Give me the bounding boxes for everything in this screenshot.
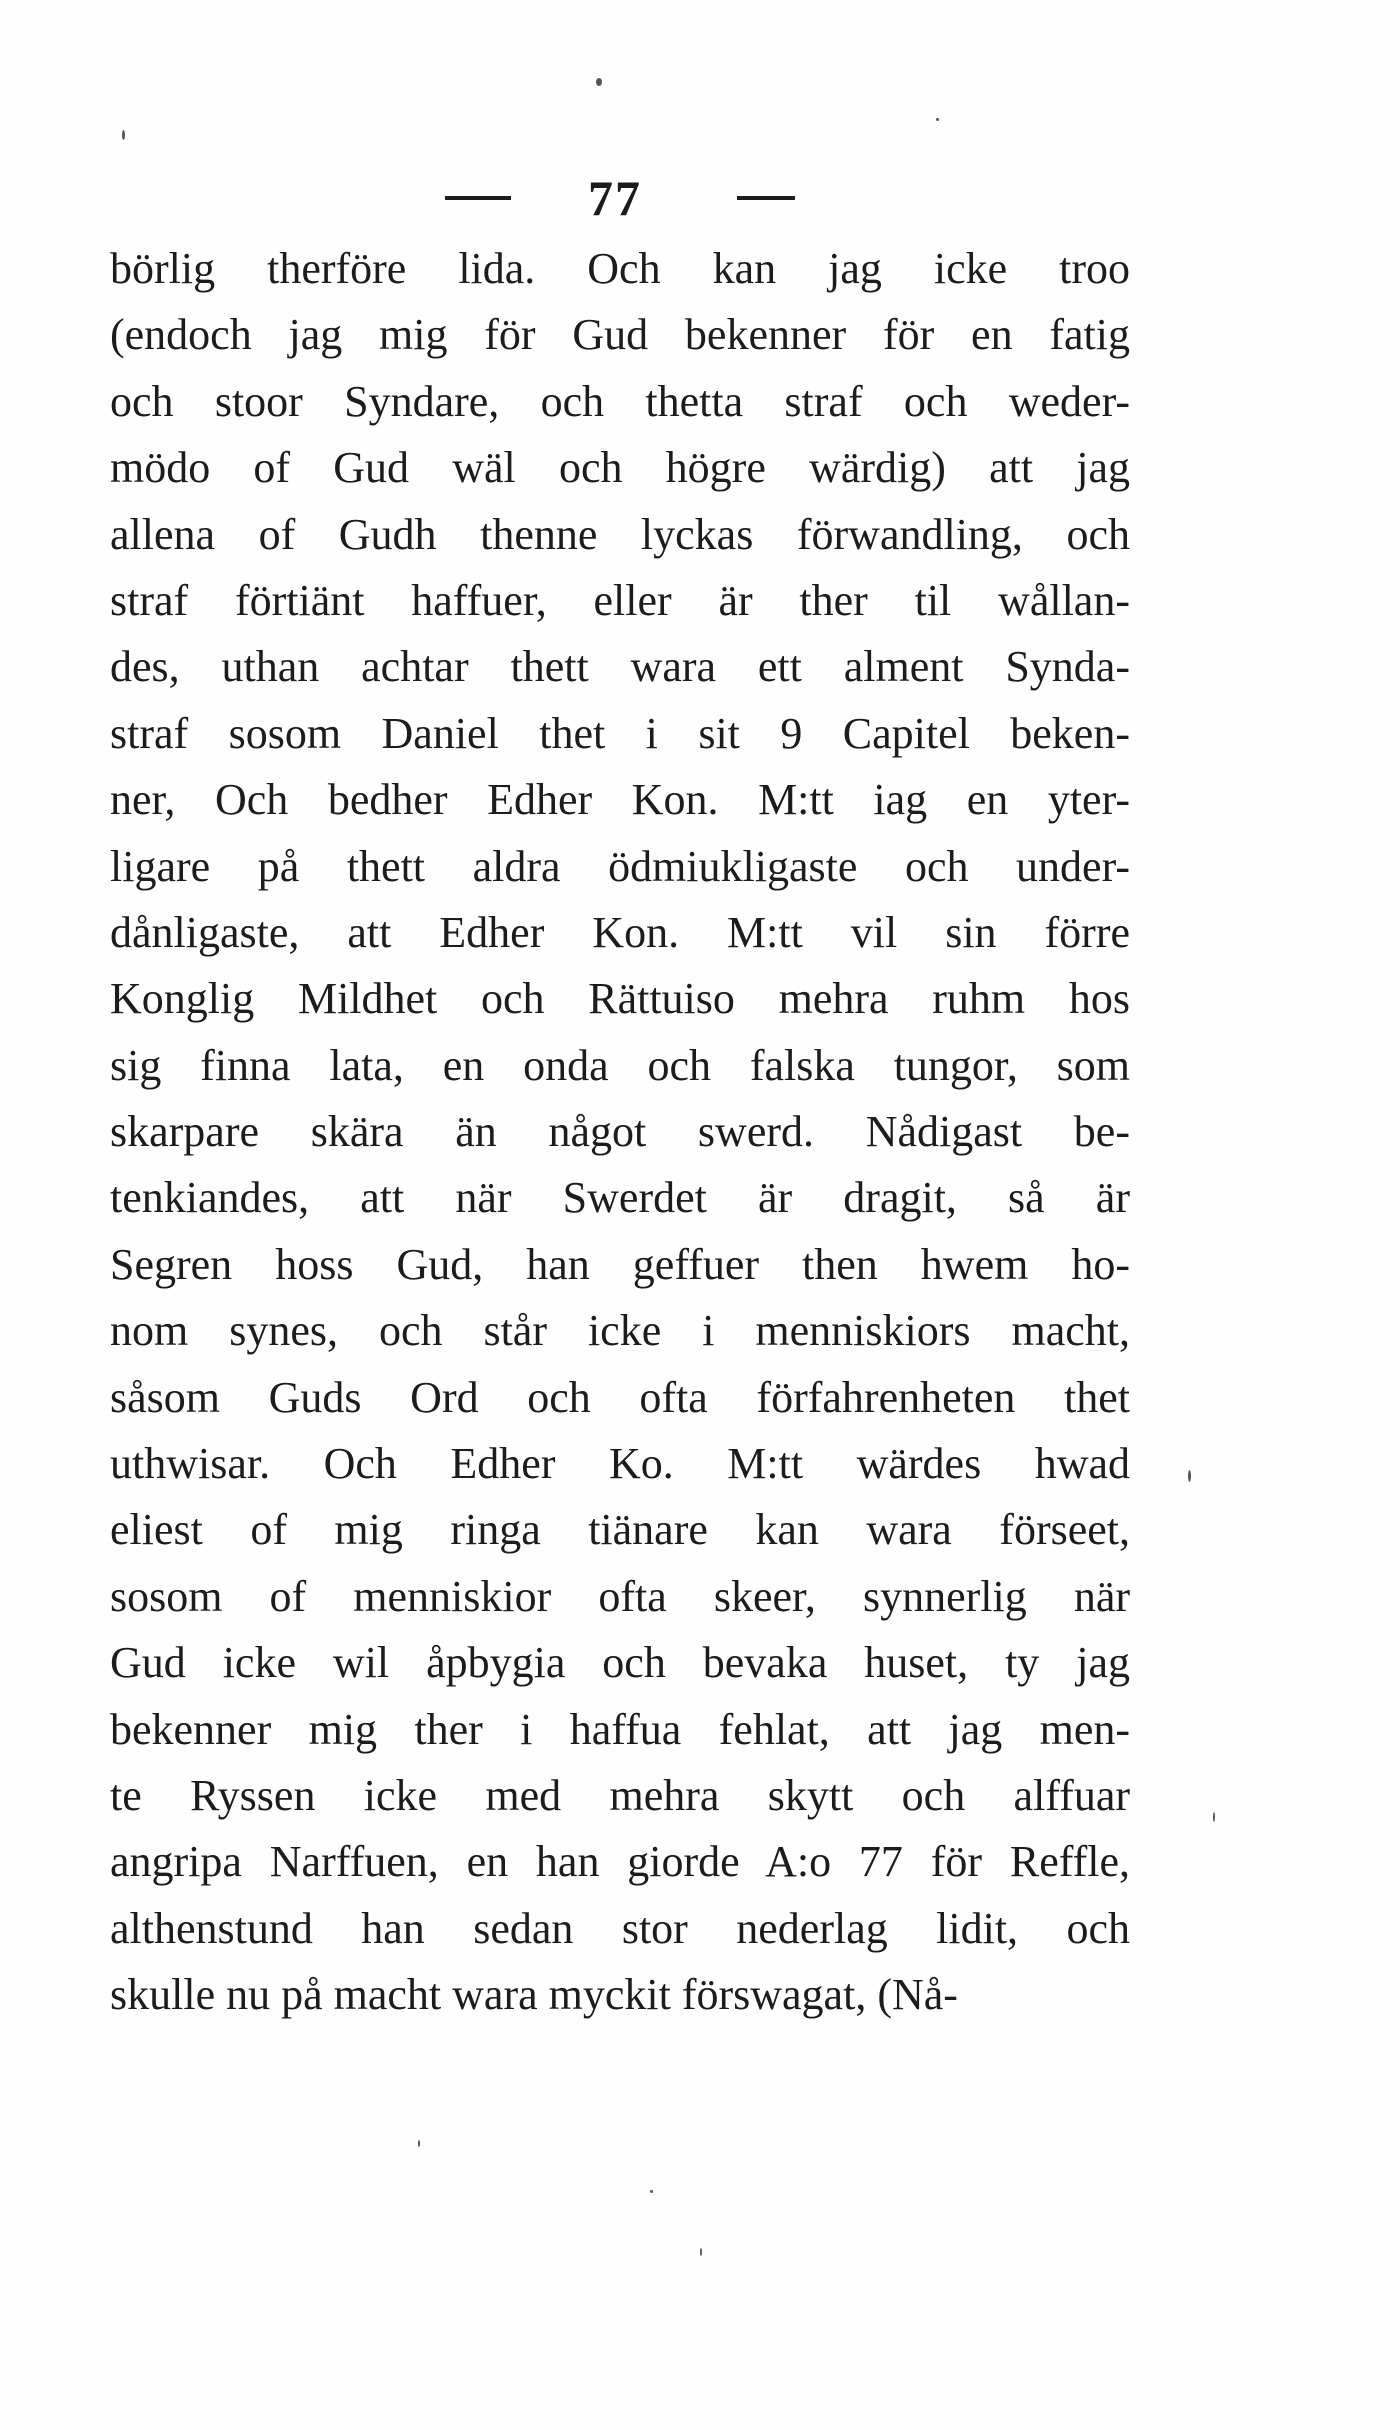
text-line: te Ryssen icke med mehra skytt och alffuar (110, 1770, 1130, 1820)
scan-speck (936, 118, 939, 121)
page-header (0, 168, 1400, 228)
text-line: tenkiandes, att när Swerdet är dragit, så är (110, 1173, 1130, 1223)
text-line: Segren hoss Gud, han geffuer then hwem ho- (110, 1239, 1130, 1289)
text-line: bekenner mig ther i haffua fehlat, att jag men- (110, 1704, 1130, 1754)
scan-speck (700, 2248, 702, 2256)
scan-speck (418, 2140, 420, 2147)
text-line: allena of Gudh thenne lyckas förwandling, och (110, 509, 1130, 559)
text-line: ner, Och bedher Edher Kon. M:tt iag en yter- (110, 775, 1130, 825)
scan-speck (122, 130, 125, 140)
text-line: skulle nu på macht wara myckit förswagat, (Nå- (110, 1970, 958, 2020)
text-line: (endoch jag mig för Gud bekenner för en fatig (110, 310, 1130, 360)
text-line: Gud icke wil åpbygia och bevaka huset, ty jag (110, 1638, 1130, 1688)
text-line: nom synes, och står icke i menniskiors macht, (110, 1306, 1130, 1356)
text-line: sosom of menniskior ofta skeer, synnerlig när (110, 1571, 1130, 1621)
text-line: des, uthan achtar thett wara ett alment Synda- (110, 642, 1130, 692)
scan-speck (1213, 1812, 1215, 1822)
body-text (110, 236, 1130, 2029)
text-line: angripa Narffuen, en han giorde A:o 77 för Reffle, (110, 1837, 1130, 1887)
text-line: sig finna lata, en onda och falska tungor, som (110, 1040, 1130, 1090)
text-line: börlig therföre lida. Och kan jag icke troo (110, 244, 1130, 293)
text-line: skarpare skära än något swerd. Nådigast be- (110, 1107, 1130, 1157)
scan-speck (650, 2190, 653, 2193)
text-line: Konglig Mildhet och Rättuiso mehra ruhm hos (110, 974, 1130, 1024)
text-line: althenstund han sedan stor nederlag lidit, och (110, 1903, 1130, 1953)
text-line: ligare på thett aldra ödmiukligaste och under- (110, 841, 1130, 891)
scan-speck (1188, 1470, 1191, 1482)
text-line: dånligaste, att Edher Kon. M:tt vil sin förre (110, 907, 1130, 957)
page-number: 77 (588, 170, 642, 226)
text-line: och stoor Syndare, och thetta straf och weder- (110, 376, 1130, 426)
text-line: straf förtiänt haffuer, eller är ther til wållan- (110, 575, 1130, 625)
text-line: uthwisar. Och Edher Ko. M:tt wärdes hwad (110, 1439, 1130, 1489)
text-line: mödo of Gud wäl och högre wärdig) att jag (110, 443, 1130, 493)
header-dash-right (737, 196, 795, 200)
text-line: såsom Guds Ord och ofta förfahrenheten thet (110, 1372, 1130, 1422)
text-line: straf sosom Daniel thet i sit 9 Capitel beken- (110, 708, 1130, 758)
scan-speck (596, 78, 602, 86)
header-dash-left (445, 196, 511, 200)
text-line: eliest of mig ringa tiänare kan wara förseet, (110, 1505, 1130, 1555)
